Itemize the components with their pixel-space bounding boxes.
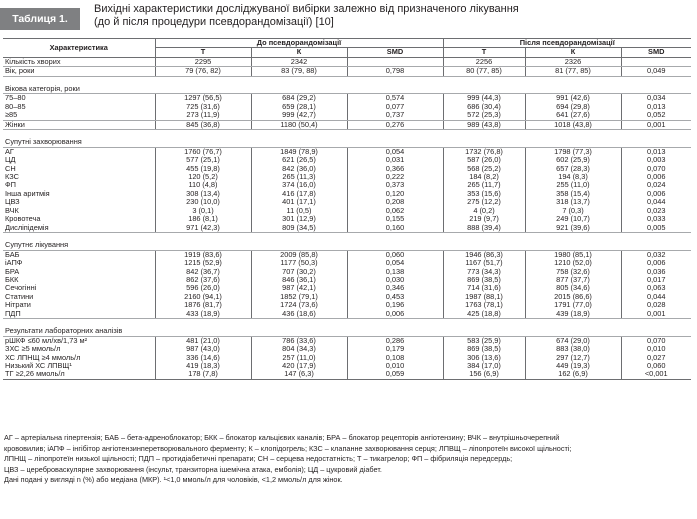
table-cell: 0,036	[621, 268, 691, 276]
row-label: ≥85	[3, 111, 155, 120]
section-gap	[3, 318, 691, 327]
table-cell: 425 (18,8)	[443, 310, 525, 319]
table-cell: 1018 (43,8)	[525, 120, 621, 129]
footnote-line: АГ – артеріальна гіпертензія; БАБ – бета-адреноблокатор; БКК – блокатор кальцієвих каналів; БРА – блокатор рецепторів ангіотензину; ВЧК – внутрішньочерепний	[4, 433, 560, 442]
table-cell: 568 (25,2)	[443, 165, 525, 173]
table-cell: 178 (7,8)	[155, 370, 251, 379]
table-cell: 1177 (50,3)	[251, 259, 347, 267]
section-title: Супутнє лікування	[3, 241, 691, 250]
table-cell: 1852 (79,1)	[251, 293, 347, 301]
footnotes	[4, 433, 694, 486]
row-label: БРА	[5, 267, 20, 276]
table-row	[3, 147, 691, 156]
section-title: Вікова категорія, роки	[3, 85, 691, 94]
header-after: Після псевдорандомізації	[443, 39, 691, 48]
table-cell: 419 (18,3)	[155, 362, 251, 370]
gap-cell	[3, 232, 691, 241]
table-cell: 2326	[525, 57, 621, 66]
row-label: АГ	[5, 147, 14, 156]
row-label: 75–80	[5, 93, 26, 103]
table-cell: 805 (34,6)	[525, 284, 621, 292]
row-label: ЦД	[5, 156, 16, 165]
table-cell: 0,062	[347, 207, 443, 215]
table-cell: 401 (17,1)	[251, 198, 347, 206]
table-cell: 1987 (88,1)	[443, 293, 525, 301]
table-cell: 577 (25,1)	[155, 156, 251, 164]
table-cell: 0,054	[347, 147, 443, 156]
row-label: рШКФ ≤60 мл/хв/1,73 м²	[5, 336, 88, 345]
table-cell: 883 (38,0)	[525, 345, 621, 353]
table-row	[3, 173, 691, 181]
table-cell: 877 (37,7)	[525, 276, 621, 284]
table-cell: 2295	[155, 57, 251, 66]
table-cell: 1732 (76,8)	[443, 147, 525, 156]
table-cell: 0,373	[347, 181, 443, 189]
table-row	[3, 268, 691, 276]
table-row	[3, 276, 691, 284]
table-cell: 641 (27,6)	[525, 111, 621, 120]
table-cell: 79 (76, 82)	[155, 67, 251, 76]
table-cell: 0,028	[621, 301, 691, 309]
table-cell: 0,798	[347, 67, 443, 76]
header-after-k: К	[525, 48, 621, 57]
row-label: КЗС	[5, 173, 19, 182]
table-cell: 758 (32,6)	[525, 268, 621, 276]
table-cell: 0,023	[621, 207, 691, 215]
row-label: ФП	[5, 181, 16, 190]
table-title-bar	[0, 0, 697, 38]
header-before-k: К	[251, 48, 347, 57]
table-cell: 0,024	[621, 181, 691, 189]
table-row	[3, 301, 691, 309]
table-row	[3, 111, 691, 120]
table-row	[3, 165, 691, 173]
table-cell: 2015 (86,6)	[525, 293, 621, 301]
table-body	[3, 57, 691, 379]
table-cell: 0,276	[347, 120, 443, 129]
table-cell: 1876 (81,7)	[155, 301, 251, 309]
table-cell: 255 (11,0)	[525, 181, 621, 189]
table-cell: 2160 (94,1)	[155, 293, 251, 301]
table-title-line-1: Вихідні характеристики досліджуваної вибірки залежно від призначеного лікування	[94, 3, 519, 15]
table-cell: 0,032	[621, 250, 691, 259]
table-cell: 0,574	[347, 94, 443, 103]
table-cell: 2342	[251, 57, 347, 66]
table-cell: 0,346	[347, 284, 443, 292]
table-cell: 0,013	[621, 103, 691, 111]
table-cell: 11 (0,5)	[251, 207, 347, 215]
table-cell: 156 (6,9)	[443, 370, 525, 379]
table-cell: 80 (77, 85)	[443, 67, 525, 76]
table-row	[3, 181, 691, 189]
row-label: Жінки	[3, 120, 155, 129]
table-cell: 596 (26,0)	[155, 284, 251, 292]
table-cell: 420 (17,9)	[251, 362, 347, 370]
section-header-row	[3, 85, 691, 94]
table-cell: 1297 (56,5)	[155, 94, 251, 103]
table-cell: 0,208	[347, 198, 443, 206]
section-gap	[3, 76, 691, 85]
table-title-line-2: (до й після процедури псевдорандомізації) [10]	[94, 16, 334, 28]
table-cell: 0,003	[621, 156, 691, 164]
table-cell	[347, 57, 443, 66]
table-cell: 0,005	[621, 224, 691, 233]
table-row	[3, 156, 691, 164]
row-label: 80–85	[5, 102, 26, 111]
table-cell: 0,031	[347, 156, 443, 164]
table-cell: 249 (10,7)	[525, 215, 621, 223]
table-cell: 1167 (51,7)	[443, 259, 525, 267]
table-cell: 433 (18,9)	[155, 310, 251, 319]
table-cell: 449 (19,3)	[525, 362, 621, 370]
table-cell: 265 (11,7)	[443, 181, 525, 189]
table-row	[3, 259, 691, 267]
table-cell: 657 (28,3)	[525, 165, 621, 173]
table-cell: 0,010	[621, 345, 691, 353]
table-cell: 1946 (86,3)	[443, 250, 525, 259]
section-header-row	[3, 241, 691, 250]
table-cell: 674 (29,0)	[525, 336, 621, 345]
table-cell: 0,138	[347, 268, 443, 276]
table-cell: 0,010	[347, 362, 443, 370]
table-cell: 0,006	[621, 190, 691, 198]
table-cell: 0,286	[347, 336, 443, 345]
table-cell: 230 (10,0)	[155, 198, 251, 206]
row-label: Дисліпідемія	[3, 224, 155, 233]
table-cell: 686 (30,4)	[443, 103, 525, 111]
table-cell: 1180 (50,4)	[251, 120, 347, 129]
table-row	[3, 190, 691, 198]
table-cell: 1980 (85,1)	[525, 250, 621, 259]
table-row	[3, 362, 691, 370]
table-cell: 989 (43,8)	[443, 120, 525, 129]
table-cell: 0,366	[347, 165, 443, 173]
header-after-smd: SMD	[621, 48, 691, 57]
table-cell: 4 (0,2)	[443, 207, 525, 215]
table-cell: 0,453	[347, 293, 443, 301]
table-cell: 353 (15,6)	[443, 190, 525, 198]
table-cell: 374 (16,0)	[251, 181, 347, 189]
table-cell: 991 (42,6)	[525, 94, 621, 103]
table-cell: 1763 (78,1)	[443, 301, 525, 309]
row-label: БКК	[5, 275, 19, 284]
section-gap	[3, 130, 691, 139]
table-cell: 659 (28,1)	[251, 103, 347, 111]
table-cell: 773 (34,3)	[443, 268, 525, 276]
row-label: Нітрати	[5, 301, 31, 310]
table-cell: 0,108	[347, 354, 443, 362]
footnote-line: Дані подані у вигляді n (%) або медіана (МКР). ¹<1,0 ммоль/л для чоловіків, <1,2 ммоль/л для жінок.	[4, 475, 343, 484]
table-cell: 0,027	[621, 354, 691, 362]
table-cell: 809 (34,5)	[251, 224, 347, 233]
table-cell: 297 (12,7)	[525, 354, 621, 362]
header-characteristic: Характеристика	[3, 39, 155, 58]
table-cell: 869 (38,5)	[443, 276, 525, 284]
footnote-line: ЛПНЩ – ліпопротеїн низької щільності; ПДП – протидіабетичні препарати; СН – серцева недостатність; Т – тикагрелор; ФП – фібриляція передсердь;	[4, 454, 513, 463]
table-cell: 0,006	[621, 259, 691, 267]
table-cell: 684 (29,2)	[251, 94, 347, 103]
table-cell: 845 (36,8)	[155, 120, 251, 129]
row-label: Низький ХС ЛПВЩ¹	[5, 361, 72, 370]
table-cell: 587 (26,0)	[443, 156, 525, 164]
table-cell: 0,160	[347, 224, 443, 233]
table-cell: 1215 (52,9)	[155, 259, 251, 267]
table-cell: 436 (18,6)	[251, 310, 347, 319]
characteristics-table	[3, 38, 691, 380]
header-before-t: Т	[155, 48, 251, 57]
table-cell: 1919 (83,6)	[155, 250, 251, 259]
table-cell: 81 (77, 85)	[525, 67, 621, 76]
row-label: ВЧК	[5, 206, 19, 215]
table-cell: 273 (11,9)	[155, 111, 251, 120]
table-cell: 306 (13,6)	[443, 354, 525, 362]
table-cell: 2009 (85,8)	[251, 250, 347, 259]
table-cell: 971 (42,3)	[155, 224, 251, 233]
header-after-t: Т	[443, 48, 525, 57]
table-cell: 0,070	[621, 165, 691, 173]
table-cell: 0,013	[621, 147, 691, 156]
table-cell: 265 (11,3)	[251, 173, 347, 181]
table-cell: 186 (8,1)	[155, 215, 251, 223]
table-cell: 987 (42,1)	[251, 284, 347, 292]
table-cell: 707 (30,2)	[251, 268, 347, 276]
header-before: До псевдорандомізації	[155, 39, 443, 48]
table-cell: 384 (17,0)	[443, 362, 525, 370]
table-cell: 0,044	[621, 293, 691, 301]
row-label: ТГ ≥2,26 ммоль/л	[3, 370, 155, 379]
footnote-line: крововилив; іАПФ – інгібітор ангіотензинперетворювального ферменту; К – клопідогрель; КЗС – клапанне захворювання серця; ЛПВЩ – ліпопротеїн високої щільності;	[4, 443, 572, 453]
table-cell: 846 (36,1)	[251, 276, 347, 284]
table-row	[3, 370, 691, 379]
table-cell: 862 (37,6)	[155, 276, 251, 284]
table-cell: 0,006	[347, 310, 443, 319]
header-before-smd: SMD	[347, 48, 443, 57]
table-cell: 455 (19,8)	[155, 165, 251, 173]
table-cell: 1760 (76,7)	[155, 147, 251, 156]
table-cell: 621 (26,5)	[251, 156, 347, 164]
section-header-row	[3, 138, 691, 147]
table-row	[3, 120, 691, 129]
table-cell: 0,001	[621, 120, 691, 129]
table-cell: 83 (79, 88)	[251, 67, 347, 76]
table-cell: 842 (36,0)	[251, 165, 347, 173]
row-label: Кровотеча	[5, 215, 41, 224]
table-cell: 439 (18,9)	[525, 310, 621, 319]
table-cell: 0,077	[347, 103, 443, 111]
table-cell: 3 (0,1)	[155, 207, 251, 215]
table-row	[3, 293, 691, 301]
table-cell: 0,155	[347, 215, 443, 223]
table-cell: 842 (36,7)	[155, 268, 251, 276]
table-title	[94, 3, 519, 29]
table-cell: 147 (6,3)	[251, 370, 347, 379]
table-cell: 0,070	[621, 336, 691, 345]
table-cell: 219 (9,7)	[443, 215, 525, 223]
footnote-line: ЦВЗ – цереброваскулярне захворювання (інсульт, транзиторна ішемічна атака, емболія); ЦД – цукровий діабет.	[4, 464, 382, 474]
table-cell: 1849 (78,9)	[251, 147, 347, 156]
table-cell: 0,063	[621, 284, 691, 292]
table-cell: 0,052	[621, 111, 691, 120]
table-cell: 869 (38,5)	[443, 345, 525, 353]
table-cell: 888 (39,4)	[443, 224, 525, 233]
table-cell: 301 (12,9)	[251, 215, 347, 223]
table-cell: 257 (11,0)	[251, 354, 347, 362]
table-cell: 602 (25,9)	[525, 156, 621, 164]
header-row-groups	[3, 39, 691, 48]
table-cell: 0,044	[621, 198, 691, 206]
table-cell: 694 (29,8)	[525, 103, 621, 111]
row-label: БАБ	[5, 250, 20, 259]
table-cell: 999 (44,3)	[443, 94, 525, 103]
row-label: іАПФ	[5, 259, 23, 268]
table-cell: 725 (31,6)	[155, 103, 251, 111]
row-label: ЦВЗ	[5, 198, 20, 207]
table-cell: 308 (13,4)	[155, 190, 251, 198]
row-label: ПДП	[3, 310, 155, 319]
table-cell: 0,196	[347, 301, 443, 309]
table-row	[3, 224, 691, 233]
table-row	[3, 345, 691, 353]
table-cell: 194 (8,3)	[525, 173, 621, 181]
section-title: Супутні захворювання	[3, 138, 691, 147]
table-row	[3, 250, 691, 259]
table-row	[3, 354, 691, 362]
table-cell: 0,034	[621, 94, 691, 103]
table-row	[3, 57, 691, 66]
table-cell: 0,179	[347, 345, 443, 353]
row-label: ЗХС ≥5 ммоль/л	[5, 345, 61, 354]
table-cell: 0,222	[347, 173, 443, 181]
table-row	[3, 67, 691, 76]
section-header-row	[3, 327, 691, 336]
table-cell: 1791 (77,0)	[525, 301, 621, 309]
table-cell: 0,017	[621, 276, 691, 284]
gap-cell	[3, 130, 691, 139]
table-cell: 1798 (77,3)	[525, 147, 621, 156]
table-cell: 336 (14,6)	[155, 354, 251, 362]
table-row	[3, 215, 691, 223]
table-cell: 921 (39,6)	[525, 224, 621, 233]
table-row	[3, 336, 691, 345]
table-cell: 275 (12,2)	[443, 198, 525, 206]
table-cell: 0,033	[621, 215, 691, 223]
row-label: Кількість хворих	[3, 57, 155, 66]
table-row	[3, 284, 691, 292]
table-cell: 0,060	[347, 250, 443, 259]
table-label-badge: Таблиця 1.	[0, 8, 80, 30]
table-cell: 0,049	[621, 67, 691, 76]
table-cell: 184 (8,2)	[443, 173, 525, 181]
table-cell: 0,120	[347, 190, 443, 198]
table-cell	[621, 57, 691, 66]
table-cell: 0,060	[621, 362, 691, 370]
table-cell: 786 (33,6)	[251, 336, 347, 345]
table-cell: 7 (0,3)	[525, 207, 621, 215]
table-cell: 583 (25,9)	[443, 336, 525, 345]
row-label: СН	[5, 164, 16, 173]
row-label: Вік, роки	[3, 67, 155, 76]
table-cell: 0,059	[347, 370, 443, 379]
table-cell: 0,030	[347, 276, 443, 284]
table-cell: 120 (5,2)	[155, 173, 251, 181]
table-cell: 481 (21,0)	[155, 336, 251, 345]
row-label: Інша аритмія	[5, 189, 50, 198]
table-cell: 1210 (52,0)	[525, 259, 621, 267]
table-row	[3, 207, 691, 215]
table-cell: 714 (31,6)	[443, 284, 525, 292]
table-cell: 0,737	[347, 111, 443, 120]
row-label: ХС ЛПНЩ ≥4 ммоль/л	[5, 353, 81, 362]
row-label: Статини	[5, 292, 34, 301]
table-cell: 0,054	[347, 259, 443, 267]
table-cell: 318 (13,7)	[525, 198, 621, 206]
table-cell: 572 (25,3)	[443, 111, 525, 120]
section-title: Результати лабораторних аналізів	[3, 327, 691, 336]
table-cell: 0,006	[621, 173, 691, 181]
gap-cell	[3, 318, 691, 327]
row-label: Сечогінні	[5, 284, 37, 293]
table-cell: 416 (17,8)	[251, 190, 347, 198]
table-cell: 1724 (73,6)	[251, 301, 347, 309]
table-cell: 0,001	[621, 310, 691, 319]
table-row	[3, 103, 691, 111]
section-gap	[3, 232, 691, 241]
table-row	[3, 310, 691, 319]
table-cell: 987 (43,0)	[155, 345, 251, 353]
table-cell: <0,001	[621, 370, 691, 379]
gap-cell	[3, 76, 691, 85]
table-row	[3, 94, 691, 103]
table-cell: 999 (42,7)	[251, 111, 347, 120]
table-cell: 358 (15,4)	[525, 190, 621, 198]
table-row	[3, 198, 691, 206]
table-cell: 2256	[443, 57, 525, 66]
table-cell: 162 (6,9)	[525, 370, 621, 379]
table-cell: 110 (4,8)	[155, 181, 251, 189]
table-cell: 804 (34,3)	[251, 345, 347, 353]
